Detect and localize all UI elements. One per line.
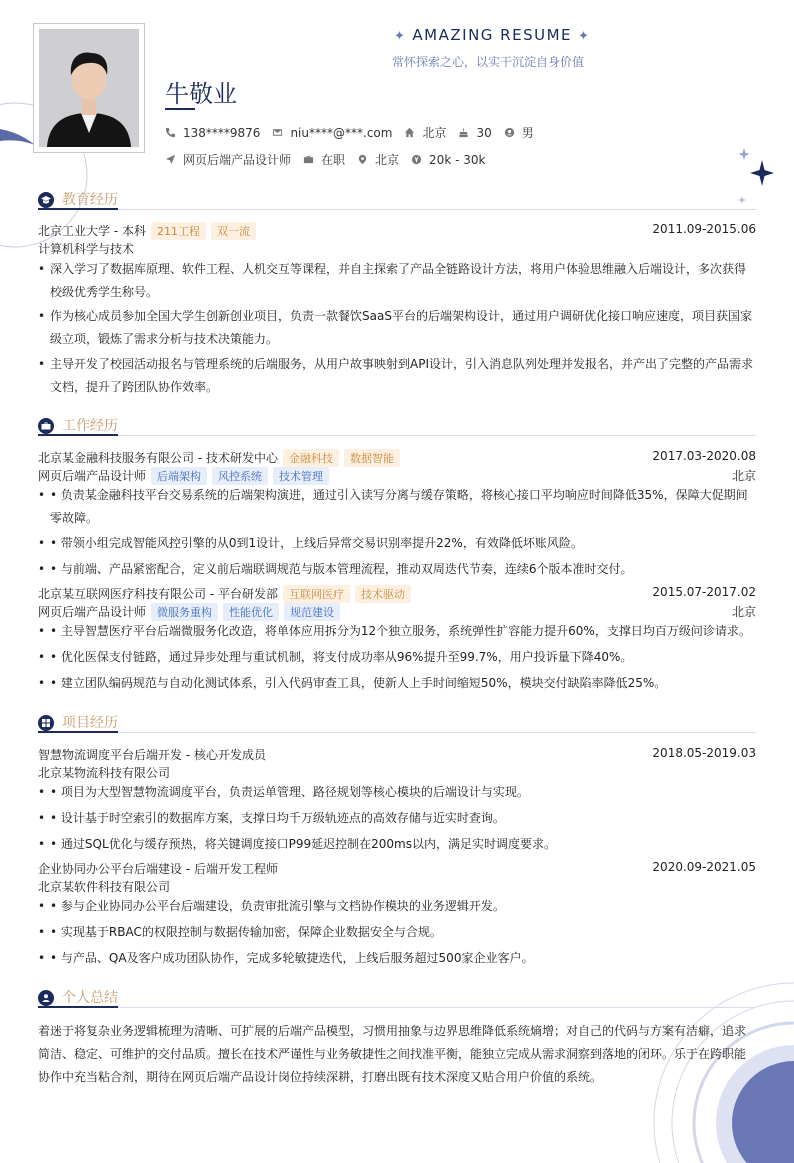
grid-icon [38, 715, 54, 731]
list-item: • • 通过SQL优化与缓存预热，将关键调度接口P99延迟控制在200ms以内，满足实时调度要求。 [38, 833, 754, 856]
list-item: • • 与产品、QA及客户成功团队协作，完成多轮敏捷迭代，上线后服务超过500家企业客户。 [38, 947, 754, 970]
school-name: 北京工业大学 - 本科 [38, 224, 146, 238]
skill-tag: 微服务重构 [151, 603, 218, 621]
phone-text: 138****9876 [183, 125, 261, 140]
gender-text: 男 [521, 126, 534, 140]
education-date: 2011.09-2015.06 [652, 222, 756, 236]
section-education [38, 189, 756, 211]
work-date: 2017.03-2020.08 [652, 449, 756, 463]
city-text: 北京 [422, 126, 447, 140]
list-item: • • 设计基于时空索引的数据库方案，支撑日均千万级轨迹点的高效存储与近实时查询。 [38, 807, 754, 830]
star-icon: ✦ [394, 29, 407, 44]
work-role-row [38, 603, 756, 621]
list-item: • 深入学习了数据库原理、软件工程、人机交互等课程，并自主探索了产品全链路设计方法，将用户体验思维融入后端设计，多次获得校级优秀学生称号。 [38, 258, 754, 304]
work-entry-header [38, 449, 756, 467]
section-divider-accent [38, 731, 118, 733]
skill-tag: 技术管理 [273, 467, 329, 485]
age-item [458, 126, 491, 140]
age-text: 30 [476, 125, 492, 140]
job-intent-row [165, 151, 497, 168]
list-item: • • 项目为大型智慧物流调度平台，负责运单管理、路径规划等核心模块的后端设计与实现。 [38, 781, 754, 804]
company-tag: 金融科技 [283, 449, 339, 467]
city-item [404, 124, 446, 141]
user-circle-icon [504, 127, 515, 138]
briefcase-icon [38, 418, 54, 434]
home-icon [404, 127, 415, 138]
avatar-portrait [39, 29, 139, 147]
section-summary [38, 987, 756, 1009]
list-item: • • 建立团队编码规范与自动化测试体系，引入代码审查工具，使新人上手时间缩短50%，模块交付缺陷率降低25%。 [38, 672, 754, 695]
education-major: 计算机科学与技术 [38, 242, 135, 256]
phone-item [165, 126, 260, 140]
brand-title: AMAZING RESUME [412, 26, 573, 44]
location-item [357, 151, 399, 168]
avatar [39, 29, 139, 147]
section-divider-accent [38, 434, 118, 436]
position-item [165, 151, 291, 168]
section-title: 个人总结 [62, 990, 118, 1006]
project-org: 北京某物流科技有限公司 [38, 766, 171, 780]
company-tag: 互联网医疗 [283, 585, 350, 603]
list-item: • 作为核心成员参加全国大学生创新创业项目，负责一款餐饮SaaS平台的后端架构设计，通过用户调研优化接口响应速度，项目获国家级立项，锻炼了需求分析与技术决策能力。 [38, 305, 754, 351]
list-item: • • 负责某金融科技平台交易系统的后端架构演进，通过引入读写分离与缓存策略，将核心接口平均响应时间降低35%，保障大促期间零故障。 [38, 484, 754, 530]
section-divider-accent [38, 1006, 118, 1008]
status-text: 在职 [321, 153, 346, 167]
list-item: • 主导开发了校园活动报名与管理系统的后端服务，从用户故事映射到API设计，引入消息队列处理并发报名，并产出了完整的产品需求文档，提升了跨团队协作效率。 [38, 353, 754, 399]
location-text: 北京 [375, 153, 400, 167]
list-item: • • 参与企业协同办公平台后端建设，负责审批流引擎与文档协作模块的业务逻辑开发。 [38, 895, 754, 918]
salary-item [411, 153, 485, 167]
email-item [272, 126, 392, 140]
section-divider [38, 732, 756, 733]
role-title: 网页后端产品设计师 [38, 469, 147, 483]
project-title: 企业协同办公平台后端建设 - 后端开发工程师 [38, 862, 278, 876]
motto: 常怀探索之心，以实干沉淀自身价值 [392, 55, 585, 69]
project-date: 2018.05-2019.03 [652, 746, 756, 760]
section-title: 项目经历 [62, 715, 118, 731]
send-icon [165, 154, 176, 165]
mail-icon [272, 127, 283, 138]
work-date: 2015.07-2017.02 [652, 585, 756, 599]
project-org: 北京某软件科技有限公司 [38, 880, 171, 894]
position-text: 网页后端产品设计师 [183, 153, 292, 167]
status-item [303, 151, 345, 168]
section-work [38, 415, 756, 437]
project-entry-header [38, 860, 756, 877]
list-item: • • 与前端、产品紧密配合，定义前后端联调规范与版本管理流程，推动双周迭代节奏，连续6个版本准时交付。 [38, 558, 754, 581]
page-title: 牛敬业 [165, 80, 237, 108]
cake-icon [458, 127, 469, 138]
education-entry-header [38, 222, 756, 240]
summary-text: 着迷于将复杂业务逻辑梳理为清晰、可扩展的后端产品模型，习惯用抽象与边界思维降低系统熵增；对自己的代码与方案有洁癖，追求简洁、稳定、可维护的交付品质。擅长在技术严谨性与业务敏捷性之间找准平衡，能独立完成从需求洞察到落地的闭环。乐于在跨职能协作中充当粘合剂，期待在网页后端产品设计岗位持续深耕，打磨出既有技术深度又贴合用户价值的系统。 [38, 1024, 747, 1084]
role-title: 网页后端产品设计师 [38, 605, 147, 619]
money-icon [411, 154, 422, 165]
skill-tag: 规范建设 [284, 603, 340, 621]
contact-row [165, 124, 546, 141]
skill-tag: 后端架构 [151, 467, 207, 485]
project-title: 智慧物流调度平台后端开发 - 核心开发成员 [38, 748, 266, 762]
list-item: • • 优化医保支付链路，通过异步处理与重试机制，将支付成功率从96%提升至99.7%，用户投诉量下降40%。 [38, 646, 754, 669]
work-location: 北京 [731, 605, 756, 619]
project-date: 2020.09-2021.05 [652, 860, 756, 874]
education-tag: 双一流 [211, 222, 256, 240]
company-tag: 技术驱动 [355, 585, 411, 603]
work-role-row [38, 467, 756, 485]
section-title: 教育经历 [62, 192, 118, 208]
salary-text: 20k - 30k [429, 152, 486, 167]
list-item: • • 带领小组完成智能风控引擎的从0到1设计，上线后异常交易识别率提升22%，有效降低坏账风险。 [38, 532, 754, 555]
user-icon [38, 990, 54, 1006]
gender-item [504, 124, 534, 141]
email-text: niu****@***.com [290, 125, 393, 140]
list-item: • • 实现基于RBAC的权限控制与数据传输加密，保障企业数据安全与合规。 [38, 921, 754, 944]
skill-tag: 风控系统 [212, 467, 268, 485]
work-location: 北京 [731, 469, 756, 483]
company-name: 北京某互联网医疗科技有限公司 - 平台研发部 [38, 587, 278, 601]
name-underline [165, 108, 195, 110]
company-tag: 数据智能 [344, 449, 400, 467]
section-projects [38, 712, 756, 734]
section-divider [38, 209, 756, 210]
project-entry-header [38, 746, 756, 763]
section-divider [38, 1007, 756, 1008]
section-divider [38, 435, 756, 436]
work-entry-header [38, 585, 756, 603]
star-icon: ✦ [578, 29, 591, 44]
graduation-cap-icon [38, 192, 54, 208]
brand-header [388, 26, 596, 44]
profile-photo [33, 23, 145, 153]
list-item: • • 主导智慧医疗平台后端微服务化改造，将单体应用拆分为12个独立服务，系统弹性扩容能力提升60%，支撑日均百万级问诊请求。 [38, 620, 754, 643]
education-tag: 211工程 [151, 222, 206, 240]
location-pin-icon [357, 154, 368, 165]
section-divider-accent [38, 208, 118, 210]
phone-icon [165, 127, 176, 138]
company-name: 北京某金融科技服务有限公司 - 技术研发中心 [38, 451, 278, 465]
briefcase-icon [303, 154, 314, 165]
skill-tag: 性能优化 [223, 603, 279, 621]
section-title: 工作经历 [62, 418, 118, 434]
